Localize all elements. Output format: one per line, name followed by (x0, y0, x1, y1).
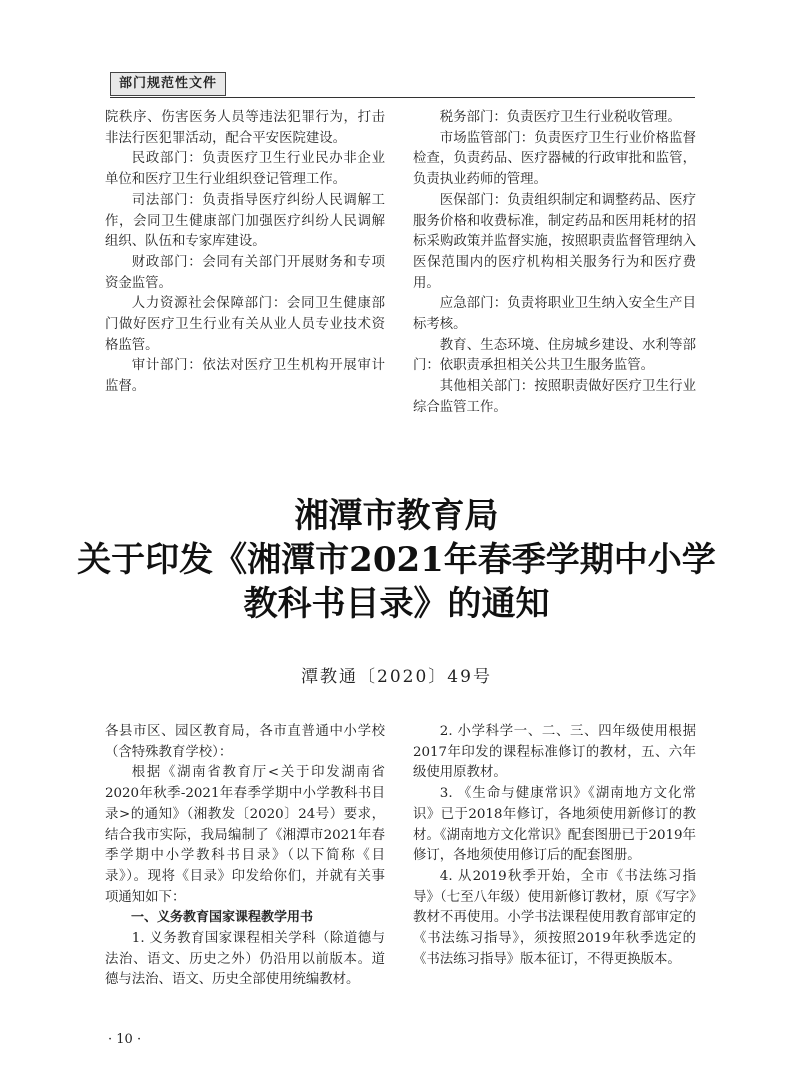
paragraph: 应急部门：负责将职业卫生纳入安全生产目标考核。 (413, 296, 696, 333)
paragraph: 财政部门：会同有关部门开展财务和专项资金监管。 (105, 254, 385, 291)
paragraph: 院秩序、伤害医务人员等违法犯罪行为，打击非法行医犯罪活动，配合平安医院建设。 (105, 110, 385, 146)
paragraph: 2. 小学科学一、二、三、四年级使用根据2017年印发的课程标准修订的教材，五、六年级使用原教材。 (413, 724, 696, 781)
salutation: 各县市区、园区教育局，各市直普通中小学校（含特殊教育学校）： (105, 724, 385, 760)
section-heading: 一、义务教育国家课程教学用书 (131, 910, 314, 926)
paragraph: 4. 从2019秋季开始，全市《书法练习指导》（七至八年级）使用新修订教材，原《写字》教材不再使用。小学书法课程使用教育部审定的《书法练习指导》，须按照2019年秋季选定的《书法练习指导》版本征订，不得更换版本。 (413, 868, 696, 967)
running-header (110, 72, 695, 98)
top-right-column (413, 108, 696, 419)
title-line: 教科书目录》的通知 (243, 584, 550, 624)
paragraph: 1. 义务教育国家课程相关学科（除道德与法治、语文、历史之外）仍沿用以前版本。道德与法治、语文、历史全部使用统编教材。 (105, 931, 385, 988)
header-rule (110, 97, 695, 98)
bottom-right-column (413, 722, 696, 970)
paragraph: 人力资源社会保障部门：会同卫生健康部门做好医疗卫生行业有关从业人员专业技术资格监管。 (105, 296, 385, 353)
document-title (0, 494, 793, 626)
paragraph: 民政部门：负责医疗卫生行业民办非企业单位和医疗卫生行业组织登记管理工作。 (105, 151, 385, 188)
paragraph: 其他相关部门：按照职责做好医疗卫生行业综合监管工作。 (413, 379, 696, 415)
paragraph: 审计部门：依法对医疗卫生机构开展审计监督。 (105, 358, 385, 395)
paragraph: 3. 《生命与健康常识》《湖南地方文化常识》已于2018年修订，各地须使用新修订的教材。《湖南地方文化常识》配套图册已于2019年修订，各地须使用修订后的配套图册。 (413, 786, 696, 864)
paragraph: 司法部门：负责指导医疗纠纷人民调解工作，会同卫生健康部门加强医疗纠纷人民调解组织、队伍和专家库建设。 (105, 192, 385, 250)
paragraph: 根据《湖南省教育厅<关于印发湖南省2020年秋季-2021年春季学期中小学教科书目录>的通知》（湘教发〔2020〕24号）要求，结合我市实际，我局编制了《湘潭市2021年春季学期中小学教科书目录》（以下简称《目录》）。现将《目录》印发给你们，并就有关事项通知如下： (105, 765, 385, 905)
paragraph: 医保部门：负责组织制定和调整药品、医疗服务价格和收费标准，制定药品和医用耗材的招标采购政策并监督实施，按照职责监督管理纳入医保范围内的医疗机构相关服务行为和医疗费用。 (413, 192, 696, 291)
title-line: 湘潭市教育局 (294, 496, 499, 536)
paragraph: 税务部门：负责医疗卫生行业税收管理。 (439, 110, 681, 125)
section-label: 部门规范性文件 (110, 72, 226, 96)
top-left-column (105, 108, 385, 398)
paragraph: 市场监管部门：负责医疗卫生行业价格监督检查，负责药品、医疗器械的行政审批和监管，负责执业药师的管理。 (413, 130, 696, 188)
title-line: 关于印发《湘潭市2021年春季学期中小学 (77, 540, 716, 580)
document-number: 潭教通〔2020〕49号 (301, 667, 492, 687)
page-number: · 10 · (108, 1032, 142, 1047)
paragraph: 教育、生态环境、住房城乡建设、水利等部门：依职责承担相关公共卫生服务监管。 (413, 337, 696, 374)
bottom-left-column (105, 722, 385, 991)
